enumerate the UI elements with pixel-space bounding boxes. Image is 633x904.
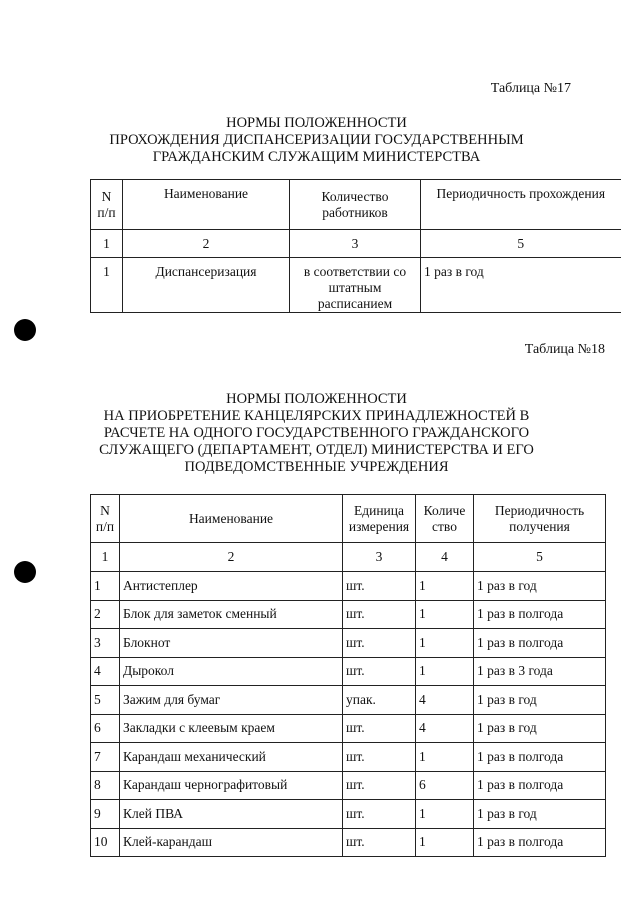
- header-period: [474, 495, 606, 543]
- row-qty: 1: [416, 600, 474, 629]
- table-row: [91, 771, 606, 800]
- row-period: 1 раз в год: [421, 258, 621, 313]
- row-unit: шт.: [343, 657, 416, 686]
- row-name: Карандаш механический: [120, 743, 343, 772]
- punch-hole-top: [14, 319, 36, 341]
- table17-title-line: ПРОХОЖДЕНИЯ ДИСПАНСЕРИЗАЦИИ ГОСУДАРСТВЕННЫМ: [109, 132, 524, 148]
- table17: [90, 179, 621, 313]
- table-row: [91, 714, 606, 743]
- row-qty: 1: [416, 629, 474, 658]
- index-cell: 3: [290, 230, 421, 258]
- index-cell: 2: [123, 230, 290, 258]
- table-header-row: [91, 180, 621, 230]
- row-qty: 1: [416, 572, 474, 601]
- index-cell: 1: [91, 543, 120, 572]
- index-cell: 4: [416, 543, 474, 572]
- table18-body: [91, 572, 606, 857]
- table-header-row: [91, 495, 606, 543]
- table-row: [91, 828, 606, 857]
- row-num: 4: [91, 657, 120, 686]
- row-unit: шт.: [343, 714, 416, 743]
- index-cell: 1: [91, 230, 123, 258]
- header-unit-line: Единица: [353, 502, 404, 518]
- table-row: [91, 629, 606, 658]
- header-qty-line: ство: [432, 518, 457, 534]
- row-qty: [290, 258, 421, 313]
- row-num: 6: [91, 714, 120, 743]
- row-qty: 6: [416, 771, 474, 800]
- row-num: 3: [91, 629, 120, 658]
- header-num-line: п/п: [95, 518, 115, 534]
- header-qty-line: Количество: [321, 188, 389, 204]
- row-qty: 1: [416, 828, 474, 857]
- table17-label: Таблица №17: [490, 81, 571, 96]
- row-num: 2: [91, 600, 120, 629]
- index-cell: 2: [120, 543, 343, 572]
- row-qty: 1: [416, 743, 474, 772]
- table-index-row: [91, 543, 606, 572]
- header-qty-line: Количе: [423, 502, 466, 518]
- row-period: 1 раз в полгода: [474, 629, 606, 658]
- row-name: Диспансеризация: [123, 258, 290, 313]
- table17-title-line: ГРАЖДАНСКИМ СЛУЖАЩИМ МИНИСТЕРСТВА: [152, 149, 481, 165]
- header-period-line: Периодичность: [494, 502, 585, 518]
- row-period: 1 раз в год: [474, 714, 606, 743]
- table-row: [91, 258, 621, 313]
- row-qty: 4: [416, 686, 474, 715]
- row-qty-line: штатным расписанием: [317, 280, 393, 311]
- row-name: Закладки с клеевым краем: [120, 714, 343, 743]
- header-num: [91, 180, 123, 230]
- row-period: 1 раз в 3 года: [474, 657, 606, 686]
- header-name: Наименование: [123, 180, 290, 230]
- header-num-line: N: [101, 188, 112, 204]
- index-cell: 5: [421, 230, 621, 258]
- table18-title-line: ПОДВЕДОМСТВЕННЫЕ УЧРЕЖДЕНИЯ: [184, 459, 449, 475]
- row-name: Блокнот: [120, 629, 343, 658]
- row-unit: шт.: [343, 572, 416, 601]
- row-unit: шт.: [343, 743, 416, 772]
- header-unit: [343, 495, 416, 543]
- row-name: Блок для заметок сменный: [120, 600, 343, 629]
- row-qty: 4: [416, 714, 474, 743]
- table18-label: Таблица №18: [524, 342, 605, 357]
- table-row: [91, 686, 606, 715]
- row-num: 8: [91, 771, 120, 800]
- header-name: Наименование: [120, 495, 343, 543]
- table17-title: [0, 115, 633, 166]
- row-num: 5: [91, 686, 120, 715]
- row-period: 1 раз в полгода: [474, 771, 606, 800]
- punch-hole-bottom: [14, 561, 36, 583]
- row-num: 10: [91, 828, 120, 857]
- row-period: 1 раз в полгода: [474, 828, 606, 857]
- table18-title-line: НА ПРИОБРЕТЕНИЕ КАНЦЕЛЯРСКИХ ПРИНАДЛЕЖНОСТЕЙ В: [103, 408, 530, 424]
- row-name: Клей-карандаш: [120, 828, 343, 857]
- row-name: Карандаш чернографитовый: [120, 771, 343, 800]
- row-name: Клей ПВА: [120, 800, 343, 829]
- header-unit-line: измерения: [348, 518, 410, 534]
- row-unit: шт.: [343, 629, 416, 658]
- table-index-row: [91, 230, 621, 258]
- row-name: Антистеплер: [120, 572, 343, 601]
- row-num: 1: [91, 258, 123, 313]
- row-name: Дырокол: [120, 657, 343, 686]
- row-qty: 1: [416, 657, 474, 686]
- table18-title: [0, 391, 633, 476]
- table18-title-line: СЛУЖАЩЕГО (ДЕПАРТАМЕНТ, ОТДЕЛ) МИНИСТЕРСТВА И ЕГО: [99, 442, 534, 458]
- row-num: 7: [91, 743, 120, 772]
- row-unit: шт.: [343, 828, 416, 857]
- row-period: 1 раз в год: [474, 800, 606, 829]
- row-num: 9: [91, 800, 120, 829]
- header-period: Периодичность прохождения: [421, 180, 621, 230]
- table-row: [91, 743, 606, 772]
- table18-title-line: НОРМЫ ПОЛОЖЕННОСТИ: [226, 391, 407, 407]
- header-qty: [416, 495, 474, 543]
- table17-title-line: НОРМЫ ПОЛОЖЕННОСТИ: [226, 115, 407, 131]
- row-period: 1 раз в год: [474, 686, 606, 715]
- table-row: [91, 657, 606, 686]
- header-qty-line: работников: [322, 204, 388, 220]
- index-cell: 3: [343, 543, 416, 572]
- table-row: [91, 600, 606, 629]
- row-period: 1 раз в полгода: [474, 600, 606, 629]
- header-num-line: п/п: [97, 204, 116, 220]
- row-period: 1 раз в полгода: [474, 743, 606, 772]
- row-unit: упак.: [343, 686, 416, 715]
- table-row: [91, 800, 606, 829]
- row-num: 1: [91, 572, 120, 601]
- header-num-line: N: [100, 502, 110, 518]
- header-qty: [290, 180, 421, 230]
- header-period-line: получения: [509, 518, 570, 534]
- row-name: Зажим для бумаг: [120, 686, 343, 715]
- row-qty-line: в соответствии со: [303, 264, 407, 279]
- table-row: [91, 572, 606, 601]
- table18-title-line: РАСЧЕТЕ НА ОДНОГО ГОСУДАРСТВЕННОГО ГРАЖДАНСКОГО: [103, 425, 530, 441]
- row-unit: шт.: [343, 600, 416, 629]
- table18: [90, 494, 606, 857]
- row-unit: шт.: [343, 771, 416, 800]
- row-qty: 1: [416, 800, 474, 829]
- row-period: 1 раз в год: [474, 572, 606, 601]
- row-unit: шт.: [343, 800, 416, 829]
- header-num: [91, 495, 120, 543]
- index-cell: 5: [474, 543, 606, 572]
